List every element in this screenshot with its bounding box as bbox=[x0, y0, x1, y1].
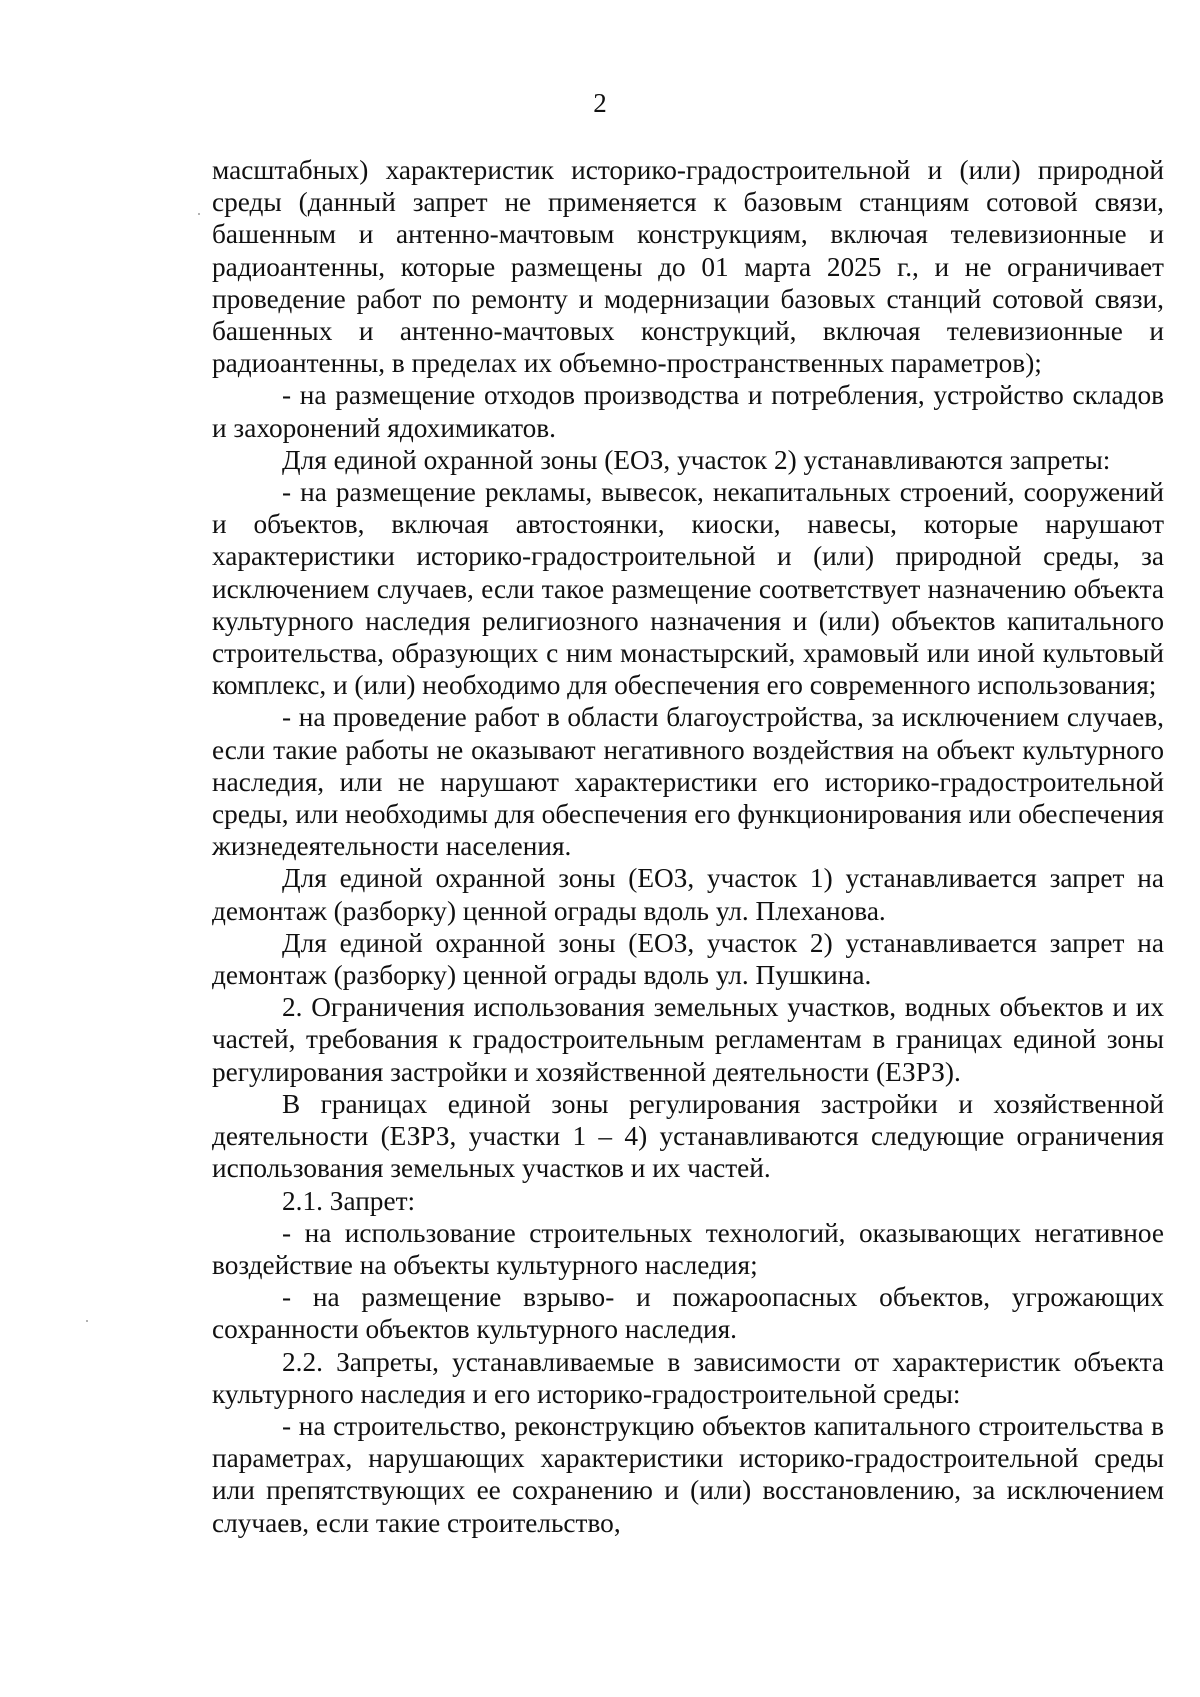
scan-artifact bbox=[86, 1320, 88, 1322]
paragraph: - на размещение рекламы, вывесок, некапитальных строений, сооружений и объектов, включая автостоянки, киоски, навесы, которые нарушают характеристики историко-градостроительной и (или) природной среды, за исключением случаев, если такое размещение соответствует назначению объекта культурного наследия религиозного назначения и (или) объектов капитального строительства, образующих с ним монастырский, храмовый или иной культовый комплекс, и (или) необходимо для обеспечения его современного использования; bbox=[212, 477, 1164, 701]
paragraph: - на размещение взрыво- и пожароопасных объектов, угрожающих сохранности объектов культурного наследия. bbox=[212, 1282, 1164, 1345]
page-number: 2 bbox=[593, 88, 607, 118]
document-body bbox=[212, 154, 1164, 1539]
section-heading-paragraph: 2. Ограничения использования земельных участков, водных объектов и их частей, требования к градостроительным регламентам в границах единой зоны регулирования застройки и хозяйственной деятельности (ЕЗРЗ). bbox=[212, 992, 1164, 1087]
paragraph: - на размещение отходов производства и потребления, устройство складов и захоронений ядохимикатов. bbox=[212, 380, 1164, 443]
paragraph: масштабных) характеристик историко-градостроительной и (или) природной среды (данный запрет не применяется к базовым станциям сотовой связи, башенным и антенно-мачтовым конструкциям, включая телевизионные и радиоантенны, которые размещены до 01 марта 2025 г., и не ограничивает проведение работ по ремонту и модернизации базовых станций сотовой связи, башенных и антенно-мачтовых конструкций, включая телевизионные и радиоантенны, в пределах их объемно-пространственных параметров); bbox=[212, 155, 1164, 379]
paragraph: Для единой охранной зоны (ЕОЗ, участок 1) устанавливается запрет на демонтаж (разборку) ценной ограды вдоль ул. Плеханова. bbox=[212, 863, 1164, 926]
paragraph: - на строительство, реконструкцию объектов капитального строительства в параметрах, нарушающих характеристики историко-градостроительной среды или препятствующих ее сохранению и (или) восстановлению, за исключением случаев, если такие строительство, bbox=[212, 1410, 1164, 1538]
scan-artifact bbox=[198, 213, 200, 215]
paragraph: Для единой охранной зоны (ЕОЗ, участок 2) устанавливаются запреты: bbox=[282, 444, 1111, 475]
paragraph: - на использование строительных технологий, оказывающих негативное воздействие на объекты культурного наследия; bbox=[212, 1217, 1164, 1280]
subsection-heading: 2.2. Запреты, устанавливаемые в зависимости от характеристик объекта культурного наследия и его историко-градостроительной среды: bbox=[212, 1346, 1164, 1409]
paragraph: - на проведение работ в области благоустройства, за исключением случаев, если такие работы не оказывают негативного воздействия на объект культурного наследия, или не нарушают характеристики его историко-градостроительной среды, или необходимы для обеспечения его функционирования или обеспечения жизнедеятельности населения. bbox=[212, 702, 1164, 862]
paragraph: Для единой охранной зоны (ЕОЗ, участок 2) устанавливается запрет на демонтаж (разборку) ценной ограды вдоль ул. Пушкина. bbox=[212, 927, 1164, 991]
paragraph: В границах единой зоны регулирования застройки и хозяйственной деятельности (ЕЗРЗ, участки 1 – 4) устанавливаются следующие ограничения использования земельных участков и их частей. bbox=[212, 1088, 1164, 1184]
subsection-heading: 2.1. Запрет: bbox=[282, 1185, 416, 1216]
